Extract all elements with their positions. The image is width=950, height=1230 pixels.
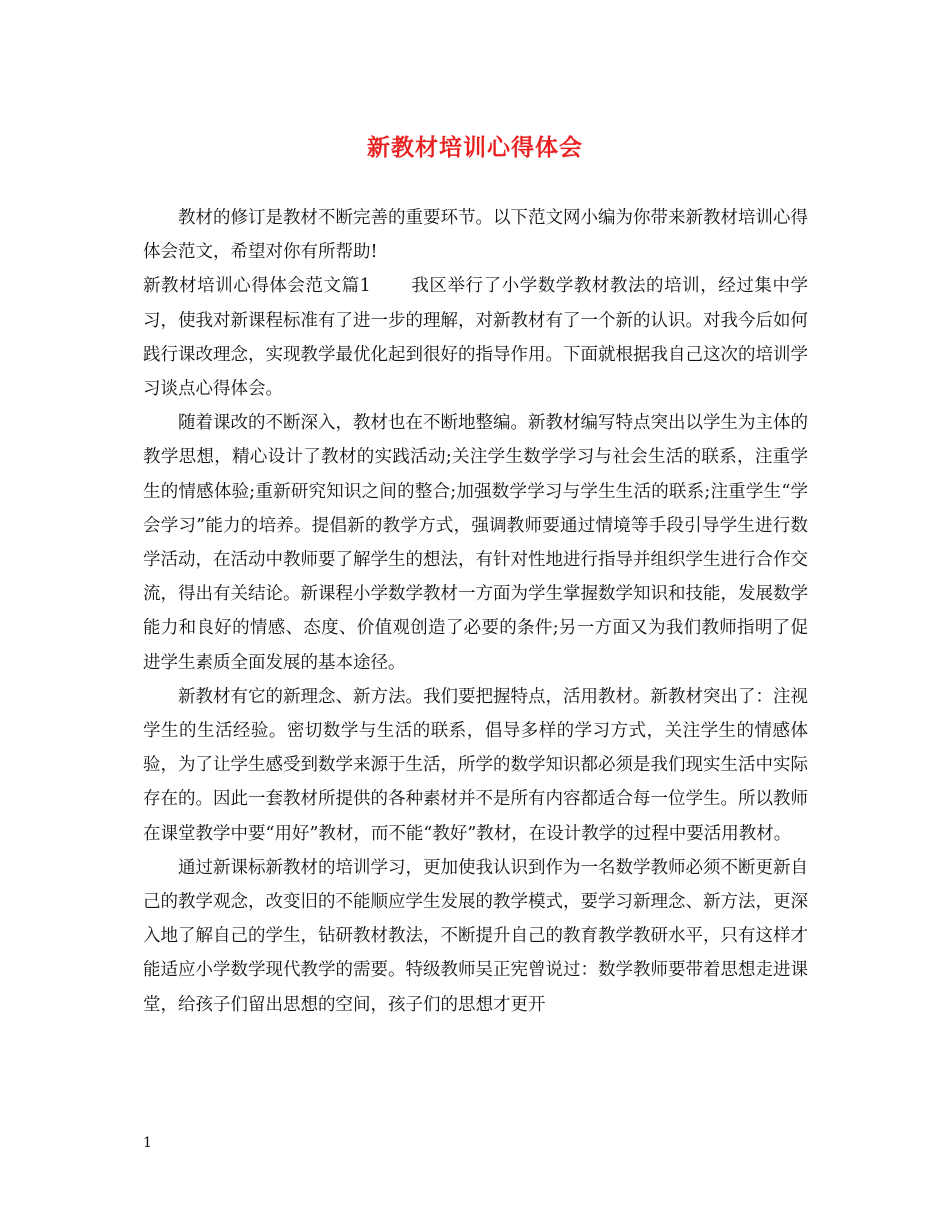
intro-paragraph: 教材的修订是教材不断完善的重要环节。以下范文网小编为你带来新教材培训心得体会范文，希望对你有所帮助!	[143, 208, 808, 263]
body-paragraph-2: 新教材有它的新理念、新方法。我们要把握特点，活用教材。新教材突出了：注视学生的生活经验。密切数学与生活的联系，倡导多样的学习方式，关注学生的情感体验，为了让学生感受到数学来源于生活，所学的数学知识都必须是我们现实生活中实际存在的。因此一套教材所提供的各种素材并不是所有内容都适合每一位学生。所以教师在课堂教学中要“用好”教材，而不能“教好”教材，在设计教学的过程中要活用教材。	[143, 686, 808, 844]
document-title: 新教材培训心得体会	[367, 134, 583, 161]
body-paragraph-3: 通过新课标新教材的培训学习，更加使我认识到作为一名数学教师必须不断更新自己的教学观念，改变旧的不能顺应学生发展的教学模式，要学习新理念、新方法，更深入地了解自己的学生，钻研教材教法，不断提升自己的教育教学教研水平，只有这样才能适应小学数学现代教学的需要。特级教师吴正宪曾说过：数学教师要带着思想走进课堂，给孩子们留出思想的空间，孩子们的思想才更开	[143, 857, 808, 1015]
section-paragraph	[143, 269, 808, 406]
section-heading: 新教材培训心得体会范文篇1	[143, 276, 371, 297]
page-number: 1	[143, 1135, 152, 1151]
body-paragraph-1: 随着课改的不断深入，教材也在不断地整编。新教材编写特点突出以学生为主体的教学思想，精心设计了教材的实践活动;关注学生数学学习与社会生活的联系，注重学生的情感体验;重新研究知识之间的整合;加强数学学习与学生生活的联系;注重学生“学会学习”能力的培养。提倡新的教学方式，强调教师要通过情境等手段引导学生进行数学活动，在活动中教师要了解学生的想法，有针对性地进行指导并组织学生进行合作交流，得出有关结论。新课程小学数学教材一方面为学生掌握数学知识和技能，发展数学能力和良好的情感、态度、价值观创造了必要的条件;另一方面又为我们教师指明了促进学生素质全面发展的基本途径。	[143, 413, 808, 673]
section-first-paragraph: 我区举行了小学数学教材教法的培训，经过集中学习，使我对新课程标准有了进一步的理解，对新教材有了一个新的认识。对我今后如何践行课改理念，实现教学最优化起到很好的指导作用。下面就根据我自己这次的培训学习谈点心得体会。	[143, 276, 808, 400]
document-body	[143, 201, 808, 1022]
